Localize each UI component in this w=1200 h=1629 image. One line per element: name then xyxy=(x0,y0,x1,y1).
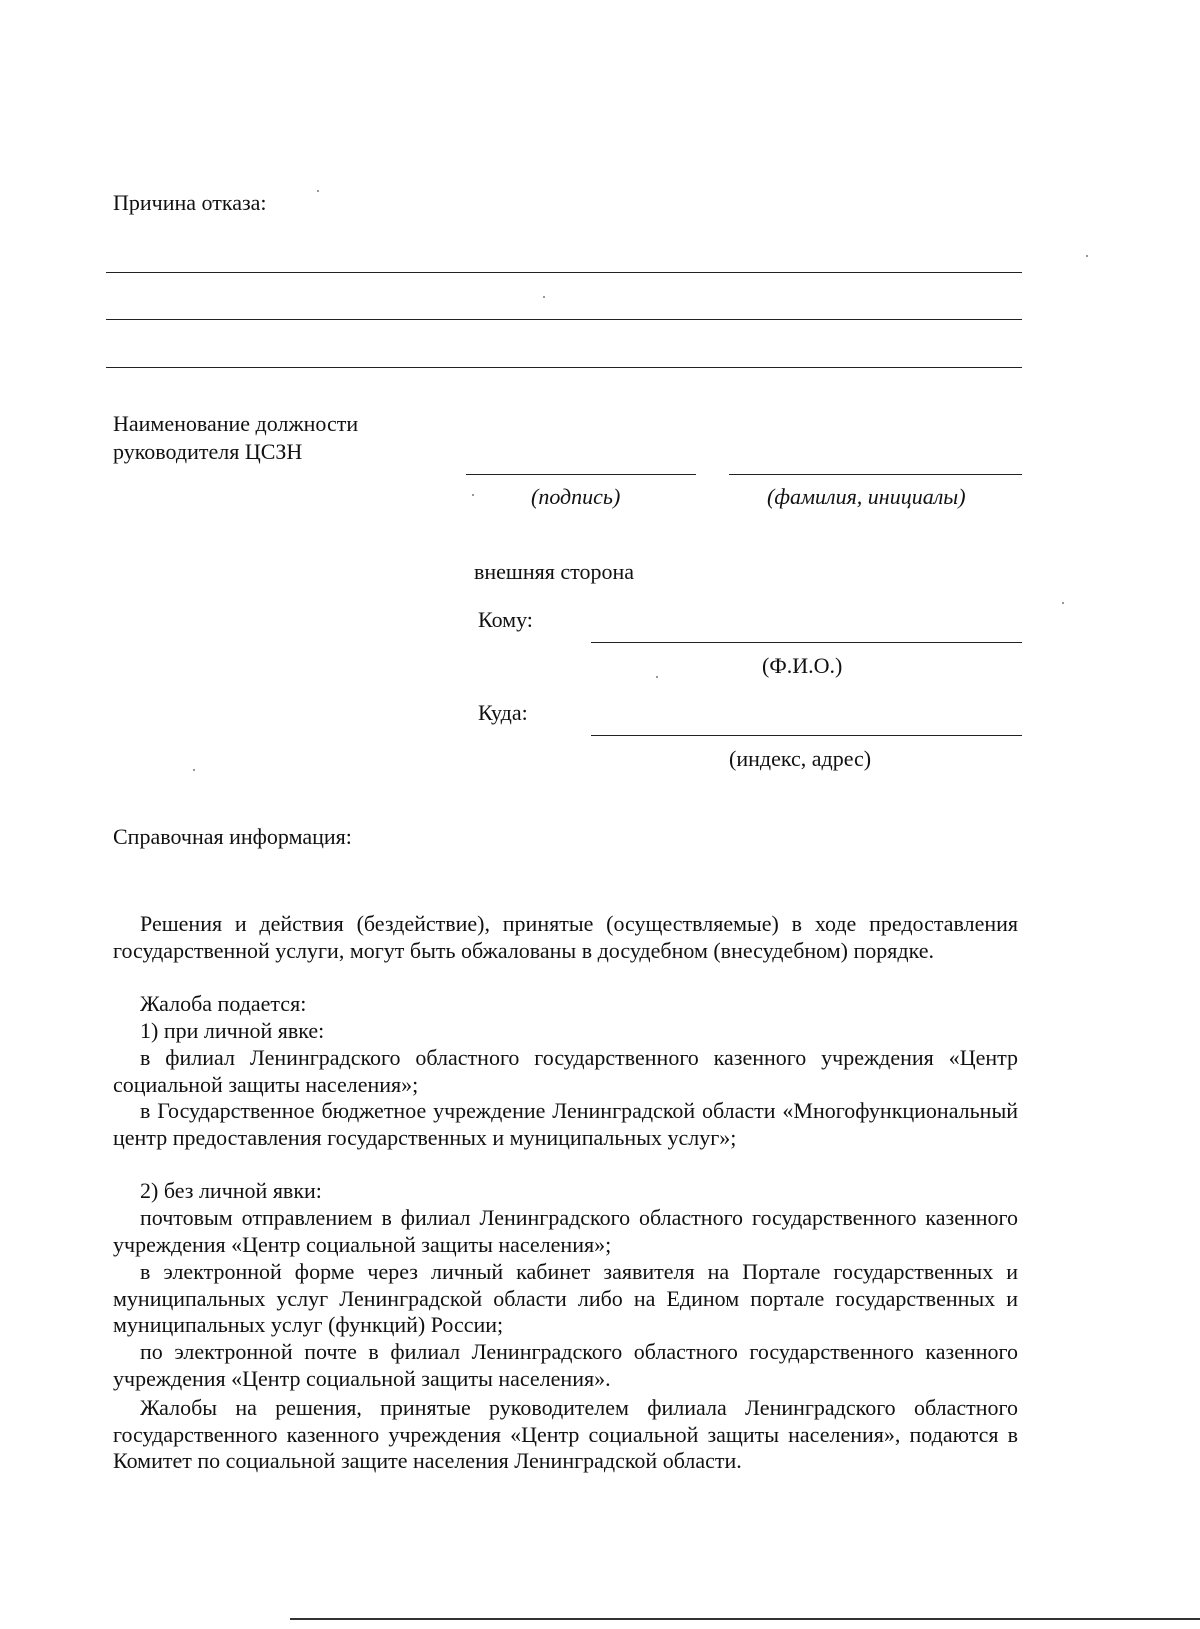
reference-paragraph-appeal: Решения и действия (бездействие), принятые (осуществляемые) в ходе предоставления государственной услуги, могут быть обжалованы в досудебном (внесудебном) порядке. xyxy=(113,911,1018,963)
where-line xyxy=(591,735,1022,736)
scan-speck xyxy=(543,296,545,298)
where-caption: (индекс, адрес) xyxy=(729,746,872,771)
signature-line xyxy=(466,474,696,475)
position-title-line-2: руководителя ЦСЗН xyxy=(113,439,303,464)
scan-speck xyxy=(193,769,195,771)
scan-bottom-edge xyxy=(290,1618,1200,1620)
refusal-line-1 xyxy=(106,272,1022,273)
reference-paragraph-committee: Жалобы на решения, принятые руководителем филиала Ленинградского областного государственного казенного учреждения «Центр социальной защиты населения», подаются в Комитет по социальной защите населения Ленинградской области. xyxy=(113,1395,1018,1473)
scan-speck xyxy=(656,676,658,678)
reference-paragraph-remote: 2) без личной явки: xyxy=(140,1178,322,1203)
scan-speck xyxy=(1062,602,1064,604)
reference-paragraph-complaint: Жалоба подается: xyxy=(140,991,307,1016)
refusal-reason-label: Причина отказа: xyxy=(113,190,267,215)
refusal-line-3 xyxy=(106,367,1022,368)
refusal-line-2 xyxy=(106,319,1022,320)
outer-side-label: внешняя сторона xyxy=(474,559,635,584)
name-line xyxy=(729,474,1022,475)
reference-paragraph-mfc: в Государственное бюджетное учреждение Ленинградской области «Многофункциональный центр предоставления государственных и муниципальных услуг»; xyxy=(113,1098,1018,1150)
name-caption: (фамилия, инициалы) xyxy=(767,484,966,509)
scan-speck xyxy=(317,190,319,192)
to-caption: (Ф.И.О.) xyxy=(762,653,843,678)
position-title-line-1: Наименование должности xyxy=(113,411,359,436)
reference-paragraph-branch: в филиал Ленинградского областного государственного казенного учреждения «Центр социальной защиты населения»; xyxy=(113,1045,1018,1097)
reference-heading: Справочная информация: xyxy=(113,824,352,849)
where-label: Куда: xyxy=(478,700,528,725)
scan-speck xyxy=(472,494,474,496)
to-line xyxy=(591,642,1022,643)
reference-paragraph-portal: в электронной форме через личный кабинет заявителя на Портале государственных и муниципальных услуг Ленинградской области либо на Едином портале государственных и муниципальных услуг (функций) России; xyxy=(113,1259,1018,1337)
signature-caption: (подпись) xyxy=(531,484,621,509)
scan-speck xyxy=(1086,255,1088,257)
reference-paragraph-in-person: 1) при личной явке: xyxy=(140,1018,325,1043)
reference-paragraph-email: по электронной почте в филиал Ленинградского областного государственного казенного учреждения «Центр социальной защиты населения». xyxy=(113,1339,1018,1391)
reference-paragraph-post: почтовым отправлением в филиал Ленинградского областного государственного казенного учреждения «Центр социальной защиты населения»; xyxy=(113,1205,1018,1257)
to-label: Кому: xyxy=(478,607,533,632)
